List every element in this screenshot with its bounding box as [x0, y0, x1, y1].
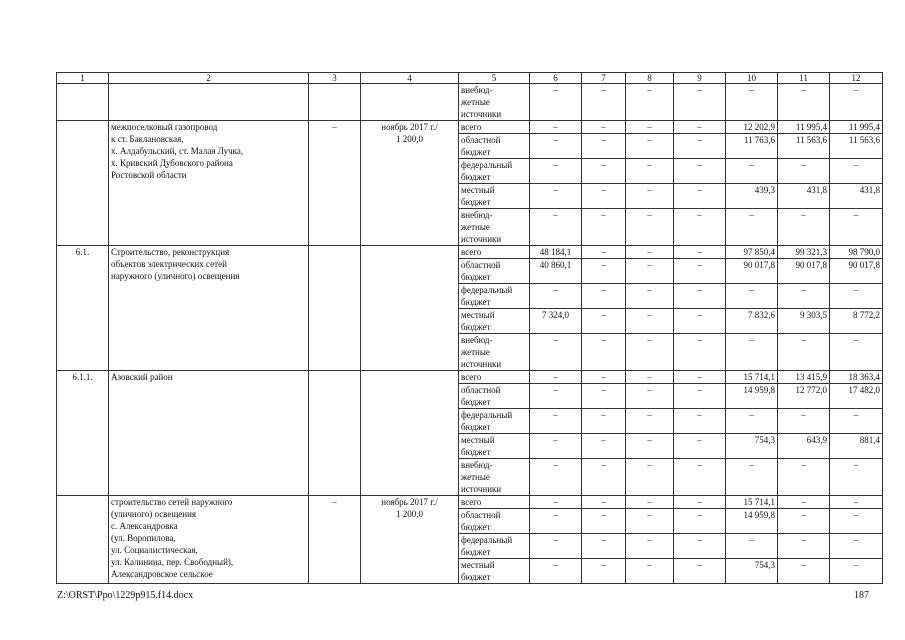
amount-cell: 12 202,9	[726, 121, 778, 134]
amount-cell: 7 324,0	[530, 309, 582, 334]
amount-cell: –	[778, 159, 830, 184]
item-name	[109, 84, 309, 121]
item-name: Азовский район	[109, 371, 309, 496]
item-number	[57, 84, 109, 121]
amount-cell: –	[830, 159, 883, 184]
table-row	[57, 246, 883, 259]
amount-cell: –	[626, 134, 674, 159]
amount-cell: –	[726, 159, 778, 184]
funding-source: местный бюджет	[459, 434, 530, 459]
amount-cell: 11 995,4	[778, 121, 830, 134]
amount-cell: –	[626, 209, 674, 246]
funding-source: внебюд- жетные источники	[459, 334, 530, 371]
funding-source: федеральный бюджет	[459, 409, 530, 434]
amount-cell: –	[582, 159, 626, 184]
amount-cell: –	[830, 209, 883, 246]
amount-cell: 14 959,8	[726, 509, 778, 534]
funding-source: федеральный бюджет	[459, 534, 530, 559]
amount-cell: –	[626, 371, 674, 384]
amount-cell: –	[626, 334, 674, 371]
item-name: межпоселковый газопровод к ст. Баклановская, х. Алдабульский, ст. Малая Лучка, х. Кривский Дубовского района Ростовской области	[109, 121, 309, 246]
amount-cell: –	[674, 459, 726, 496]
amount-cell: 13 415,9	[778, 371, 830, 384]
column-number: 2	[109, 73, 309, 84]
column-number: 9	[674, 73, 726, 84]
amount-cell: –	[530, 434, 582, 459]
amount-cell: –	[830, 559, 883, 584]
deadline-capacity: ноябрь 2017 г./ 1 200,0	[361, 496, 459, 584]
amount-cell: –	[674, 284, 726, 309]
amount-cell: –	[530, 134, 582, 159]
amount-cell: –	[582, 246, 626, 259]
amount-cell: 90 017,8	[830, 259, 883, 284]
col3-value	[309, 246, 361, 371]
amount-cell: –	[530, 559, 582, 584]
amount-cell: –	[674, 184, 726, 209]
amount-cell: –	[582, 284, 626, 309]
amount-cell: –	[626, 459, 674, 496]
column-number: 6	[530, 73, 582, 84]
funding-source: областной бюджет	[459, 134, 530, 159]
amount-cell: 48 184,1	[530, 246, 582, 259]
amount-cell: –	[674, 309, 726, 334]
amount-cell: –	[778, 459, 830, 496]
amount-cell: –	[778, 84, 830, 121]
amount-cell: –	[582, 559, 626, 584]
amount-cell: –	[674, 84, 726, 121]
amount-cell: –	[626, 284, 674, 309]
amount-cell: –	[582, 409, 626, 434]
amount-cell: –	[582, 309, 626, 334]
amount-cell: 9 303,5	[778, 309, 830, 334]
table-row	[57, 121, 883, 134]
item-number	[57, 496, 109, 584]
amount-cell: 7 832,6	[726, 309, 778, 334]
amount-cell: –	[830, 409, 883, 434]
amount-cell: –	[626, 384, 674, 409]
amount-cell: 17 482,0	[830, 384, 883, 409]
amount-cell: –	[582, 209, 626, 246]
amount-cell: 754,3	[726, 434, 778, 459]
amount-cell: –	[530, 121, 582, 134]
amount-cell: –	[582, 496, 626, 509]
amount-cell: 15 714,1	[726, 371, 778, 384]
table-row	[57, 84, 883, 121]
amount-cell: –	[778, 509, 830, 534]
item-number: 6.1.1.	[57, 371, 109, 496]
amount-cell: –	[778, 496, 830, 509]
col3-value: –	[309, 496, 361, 584]
amount-cell: 90 017,8	[726, 259, 778, 284]
col3-value	[309, 371, 361, 496]
amount-cell: –	[530, 284, 582, 309]
amount-cell: –	[726, 84, 778, 121]
amount-cell: –	[582, 534, 626, 559]
amount-cell: –	[778, 209, 830, 246]
amount-cell: –	[830, 334, 883, 371]
funding-source: всего	[459, 496, 530, 509]
amount-cell: 11 763,6	[726, 134, 778, 159]
deadline-capacity	[361, 371, 459, 496]
amount-cell: –	[530, 209, 582, 246]
amount-cell: 8 772,2	[830, 309, 883, 334]
amount-cell: –	[626, 159, 674, 184]
amount-cell: –	[530, 509, 582, 534]
amount-cell: –	[626, 496, 674, 509]
amount-cell: –	[674, 259, 726, 284]
amount-cell: –	[830, 459, 883, 496]
amount-cell: –	[530, 334, 582, 371]
item-number: 6.1.	[57, 246, 109, 371]
amount-cell: 15 714,1	[726, 496, 778, 509]
amount-cell: –	[830, 84, 883, 121]
column-number: 10	[726, 73, 778, 84]
amount-cell: –	[530, 184, 582, 209]
amount-cell: 40 860,1	[530, 259, 582, 284]
amount-cell: –	[626, 184, 674, 209]
item-name: строительство сетей наружного (уличного) освещения с. Александровка (ул. Воропилова, ул. Социалистическая, ул. Калинина, пер. Свободный), Александровское сельское	[109, 496, 309, 584]
amount-cell: –	[830, 284, 883, 309]
amount-cell: –	[626, 121, 674, 134]
amount-cell: –	[830, 534, 883, 559]
amount-cell: 11 563,6	[830, 134, 883, 159]
amount-cell: –	[626, 434, 674, 459]
amount-cell: –	[674, 496, 726, 509]
column-number: 1	[57, 73, 109, 84]
funding-source: областной бюджет	[459, 384, 530, 409]
funding-source: местный бюджет	[459, 309, 530, 334]
amount-cell: 431,8	[830, 184, 883, 209]
amount-cell: –	[726, 334, 778, 371]
amount-cell: –	[582, 334, 626, 371]
funding-source: внебюд- жетные источники	[459, 459, 530, 496]
amount-cell: –	[726, 284, 778, 309]
amount-cell: –	[674, 246, 726, 259]
amount-cell: –	[674, 534, 726, 559]
column-number: 11	[778, 73, 830, 84]
amount-cell: 12 772,0	[778, 384, 830, 409]
amount-cell: 754,3	[726, 559, 778, 584]
amount-cell: –	[530, 159, 582, 184]
amount-cell: –	[726, 534, 778, 559]
funding-source: местный бюджет	[459, 559, 530, 584]
page-number: 187	[854, 590, 869, 601]
amount-cell: –	[530, 384, 582, 409]
funding-source: областной бюджет	[459, 509, 530, 534]
amount-cell: –	[674, 384, 726, 409]
column-number-row	[57, 73, 883, 84]
amount-cell: –	[626, 309, 674, 334]
amount-cell: –	[726, 209, 778, 246]
amount-cell: –	[530, 409, 582, 434]
amount-cell: –	[674, 509, 726, 534]
column-number: 4	[361, 73, 459, 84]
amount-cell: –	[830, 496, 883, 509]
file-path: Z:\ORST\Ppo\1229p915.f14.docx	[57, 590, 194, 601]
amount-cell: 11 995,4	[830, 121, 883, 134]
amount-cell: –	[530, 371, 582, 384]
column-number: 8	[626, 73, 674, 84]
amount-cell: –	[674, 559, 726, 584]
deadline-capacity	[361, 246, 459, 371]
budget-table	[56, 72, 883, 584]
funding-source: внебюд- жетные источники	[459, 84, 530, 121]
amount-cell: 99 321,3	[778, 246, 830, 259]
amount-cell: –	[530, 459, 582, 496]
amount-cell: –	[674, 434, 726, 459]
amount-cell: –	[582, 184, 626, 209]
column-number: 3	[309, 73, 361, 84]
amount-cell: 431,8	[778, 184, 830, 209]
amount-cell: –	[530, 534, 582, 559]
table-row	[57, 496, 883, 509]
amount-cell: –	[674, 121, 726, 134]
amount-cell: –	[582, 259, 626, 284]
funding-source: федеральный бюджет	[459, 284, 530, 309]
amount-cell: –	[582, 384, 626, 409]
deadline-capacity	[361, 84, 459, 121]
table-row	[57, 371, 883, 384]
amount-cell: –	[582, 84, 626, 121]
amount-cell: 439,3	[726, 184, 778, 209]
funding-source: местный бюджет	[459, 184, 530, 209]
amount-cell: –	[626, 84, 674, 121]
amount-cell: –	[778, 534, 830, 559]
amount-cell: –	[530, 496, 582, 509]
amount-cell: –	[582, 459, 626, 496]
amount-cell: –	[674, 409, 726, 434]
column-number: 5	[459, 73, 530, 84]
deadline-capacity: ноябрь 2017 г./ 1 200,0	[361, 121, 459, 246]
amount-cell: 14 959,8	[726, 384, 778, 409]
document-page	[56, 72, 883, 584]
column-number: 7	[582, 73, 626, 84]
amount-cell: 11 563,6	[778, 134, 830, 159]
funding-source: всего	[459, 246, 530, 259]
funding-source: федеральный бюджет	[459, 159, 530, 184]
amount-cell: –	[582, 371, 626, 384]
amount-cell: –	[626, 409, 674, 434]
amount-cell: –	[778, 284, 830, 309]
amount-cell: –	[674, 159, 726, 184]
amount-cell: –	[626, 259, 674, 284]
amount-cell: –	[626, 246, 674, 259]
amount-cell: –	[726, 409, 778, 434]
amount-cell: –	[626, 509, 674, 534]
col3-value	[309, 84, 361, 121]
amount-cell: –	[674, 134, 726, 159]
item-number	[57, 121, 109, 246]
amount-cell: –	[674, 334, 726, 371]
funding-source: областной бюджет	[459, 259, 530, 284]
amount-cell: –	[778, 409, 830, 434]
amount-cell: –	[778, 334, 830, 371]
amount-cell: 18 363,4	[830, 371, 883, 384]
amount-cell: –	[626, 559, 674, 584]
amount-cell: –	[778, 559, 830, 584]
amount-cell: –	[830, 509, 883, 534]
amount-cell: 97 850,4	[726, 246, 778, 259]
amount-cell: –	[582, 121, 626, 134]
funding-source: всего	[459, 371, 530, 384]
funding-source: внебюд- жетные источники	[459, 209, 530, 246]
amount-cell: –	[582, 509, 626, 534]
col3-value: –	[309, 121, 361, 246]
amount-cell: –	[674, 371, 726, 384]
amount-cell: –	[726, 459, 778, 496]
amount-cell: –	[626, 534, 674, 559]
amount-cell: 98 790,0	[830, 246, 883, 259]
amount-cell: 643,9	[778, 434, 830, 459]
item-name: Строительство, реконструкция объектов электрических сетей наружного (уличного) освещения	[109, 246, 309, 371]
column-number: 12	[830, 73, 883, 84]
amount-cell: –	[582, 434, 626, 459]
amount-cell: –	[674, 209, 726, 246]
amount-cell: –	[582, 134, 626, 159]
amount-cell: 881,4	[830, 434, 883, 459]
amount-cell: –	[530, 84, 582, 121]
funding-source: всего	[459, 121, 530, 134]
amount-cell: 90 017,8	[778, 259, 830, 284]
